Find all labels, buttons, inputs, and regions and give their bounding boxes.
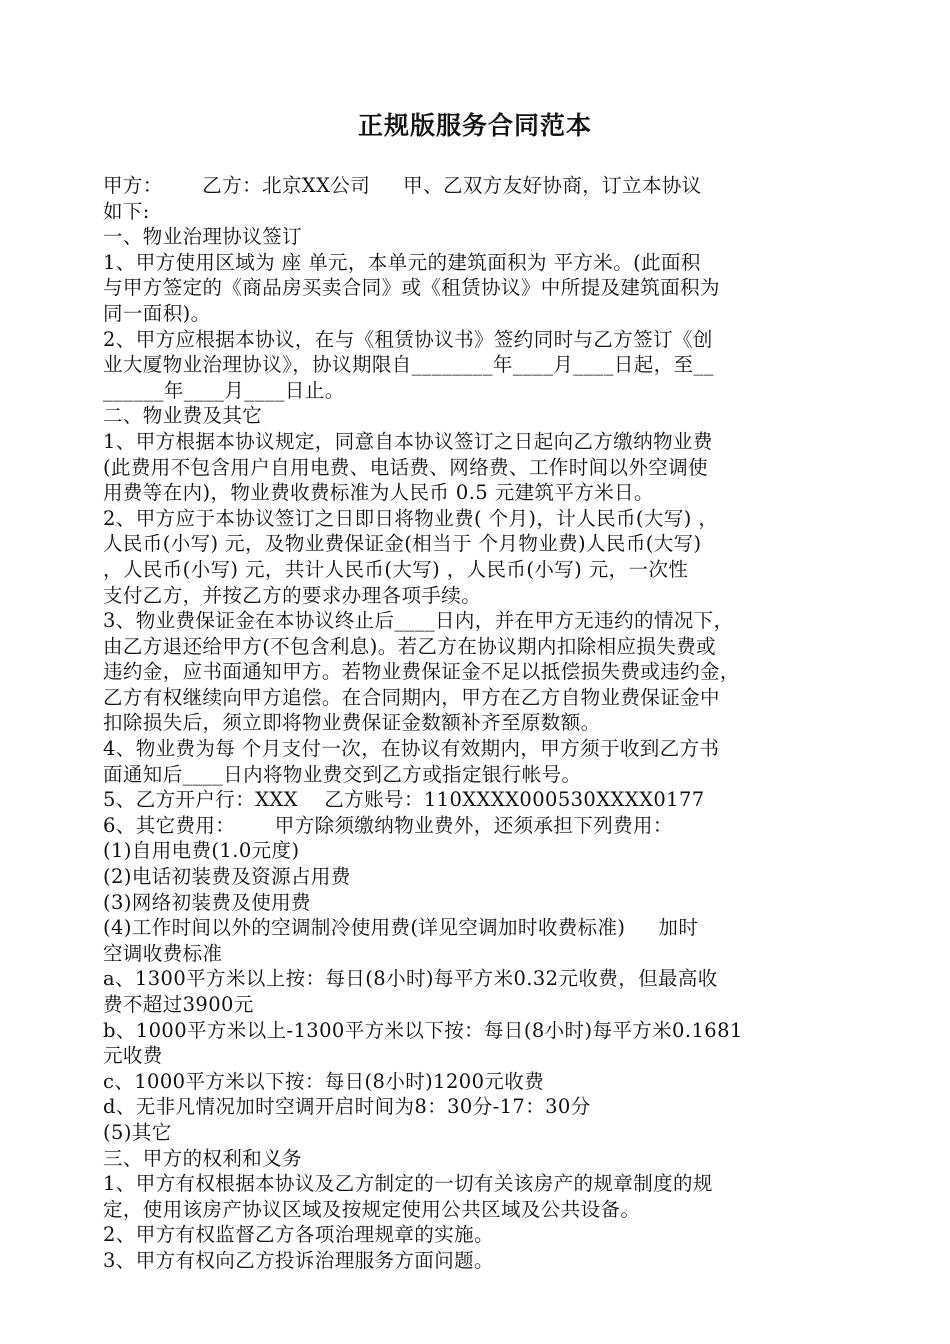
body-line: 业大厦物业治理协议》，协议期限自________年____月____日起，至__: [103, 353, 714, 377]
body-line: 人民币(小写) 元，及物业费保证金(相当于 个月物业费)人民币(大写): [103, 532, 702, 556]
body-line: a、1300平方米以上按：每日(8小时)每平方米0.32元收费，但最高收: [103, 967, 718, 991]
document-title: 正规版服务合同范本: [357, 111, 592, 140]
body-line: 1、甲方有权根据本协议及乙方制定的一切有关该房产的规章制度的规: [103, 1172, 713, 1196]
body-line: c、1000平方米以下按：每日(8小时)1200元收费: [103, 1069, 545, 1093]
body-line: 4、物业费为每 个月支付一次，在协议有效期内，甲方须于收到乙方书: [103, 737, 720, 761]
body-line: 元收费: [103, 1044, 163, 1068]
body-line: 定，使用该房产协议区域及按规定使用公共区域及公共设备。: [103, 1197, 641, 1221]
body-line: 1、甲方使用区域为 座 单元，本单元的建筑面积为 平方米。(此面积: [103, 250, 701, 274]
body-line: ，人民币(小写) 元，共计人民币(大写) ，人民币(小写) 元，一次性: [103, 557, 689, 581]
body-line: 甲方： 乙方：北京XX公司 甲、乙双方友好协商，订立本协议: [103, 174, 702, 197]
body-line: 面通知后____日内将物业费交到乙方或指定银行帐号。: [103, 762, 582, 786]
body-line: 5、乙方开户行：XXX 乙方账号：110XXXX000530XXXX0177: [103, 788, 705, 812]
body-line: 违约金，应书面通知甲方。若物业费保证金不足以抵偿损失费或违约金，: [103, 660, 740, 684]
body-line: 如下:: [103, 199, 150, 223]
body-line: 2、甲方应于本协议签订之日即日将物业费( 个月)，计人民币(大写) ，: [103, 506, 719, 530]
body-line: 2、甲方有权监督乙方各项治理规章的实施。: [103, 1223, 494, 1247]
body-line: d、无非凡情况加时空调开启时间为8：30分-17：30分: [103, 1095, 591, 1119]
body-line: 与甲方签定的《商品房买卖合同》或《租赁协议》中所提及建筑面积为: [103, 276, 720, 300]
body-line: 1、甲方根据本协议规定，同意自本协议签订之日起向乙方缴纳物业费: [103, 429, 713, 453]
body-line: 费不超过3900元: [103, 993, 254, 1016]
body-line: (4)工作时间以外的空调制冷使用费(详见空调加时收费标准) 加时: [103, 916, 699, 940]
body-line: b、1000平方米以上-1300平方米以下按：每日(8小时)每平方米0.1681: [103, 1018, 743, 1042]
body-line: 用费等在内)，物业费收费标准为人民币 0.5 元建筑平方米日。: [103, 481, 654, 505]
body-line: 一、物业治理协议签订: [103, 225, 303, 249]
body-line: (5)其它: [103, 1120, 172, 1144]
body-line: ______年____月____日止。: [103, 378, 345, 402]
body-line: (3)网络初装费及使用费: [103, 890, 311, 914]
body-line: (2)电话初装费及资源占用费: [103, 865, 351, 889]
document-body: [103, 173, 853, 1274]
body-line: 支付乙方，并按乙方的要求办理各项手续。: [103, 583, 482, 607]
body-line: (1)自用电费(1.0元度): [103, 839, 300, 863]
body-line: (此费用不包含用户自用电费、电话费、网络费、工作时间以外空调使: [103, 455, 709, 479]
body-line: 同一面积)。: [103, 301, 211, 325]
body-line: 空调收费标准: [103, 941, 223, 965]
body-line: 3、物业费保证金在本协议终止后____日内，并在甲方无违约的情况下，: [103, 609, 734, 633]
body-line: 三、甲方的权利和义务: [103, 1146, 303, 1170]
body-line: 扣除损失后，须立即将物业费保证金数额补齐至原数额。: [103, 711, 601, 735]
body-line: 3、甲方有权向乙方投诉治理服务方面问题。: [103, 1248, 494, 1272]
body-line: 6、其它费用： 甲方除须缴纳物业费外，还须承担下列费用：: [103, 813, 673, 837]
body-line: 二、物业费及其它: [103, 404, 263, 428]
body-line: 由乙方退还给甲方(不包含利息)。若乙方在协议期内扣除相应损失费或: [103, 634, 717, 658]
body-line: 乙方有权继续向甲方追偿。在合同期内，甲方在乙方自物业费保证金中: [103, 685, 720, 709]
body-line: 2、甲方应根据本协议，在与《租赁协议书》签约同时与乙方签订《创: [103, 327, 713, 351]
